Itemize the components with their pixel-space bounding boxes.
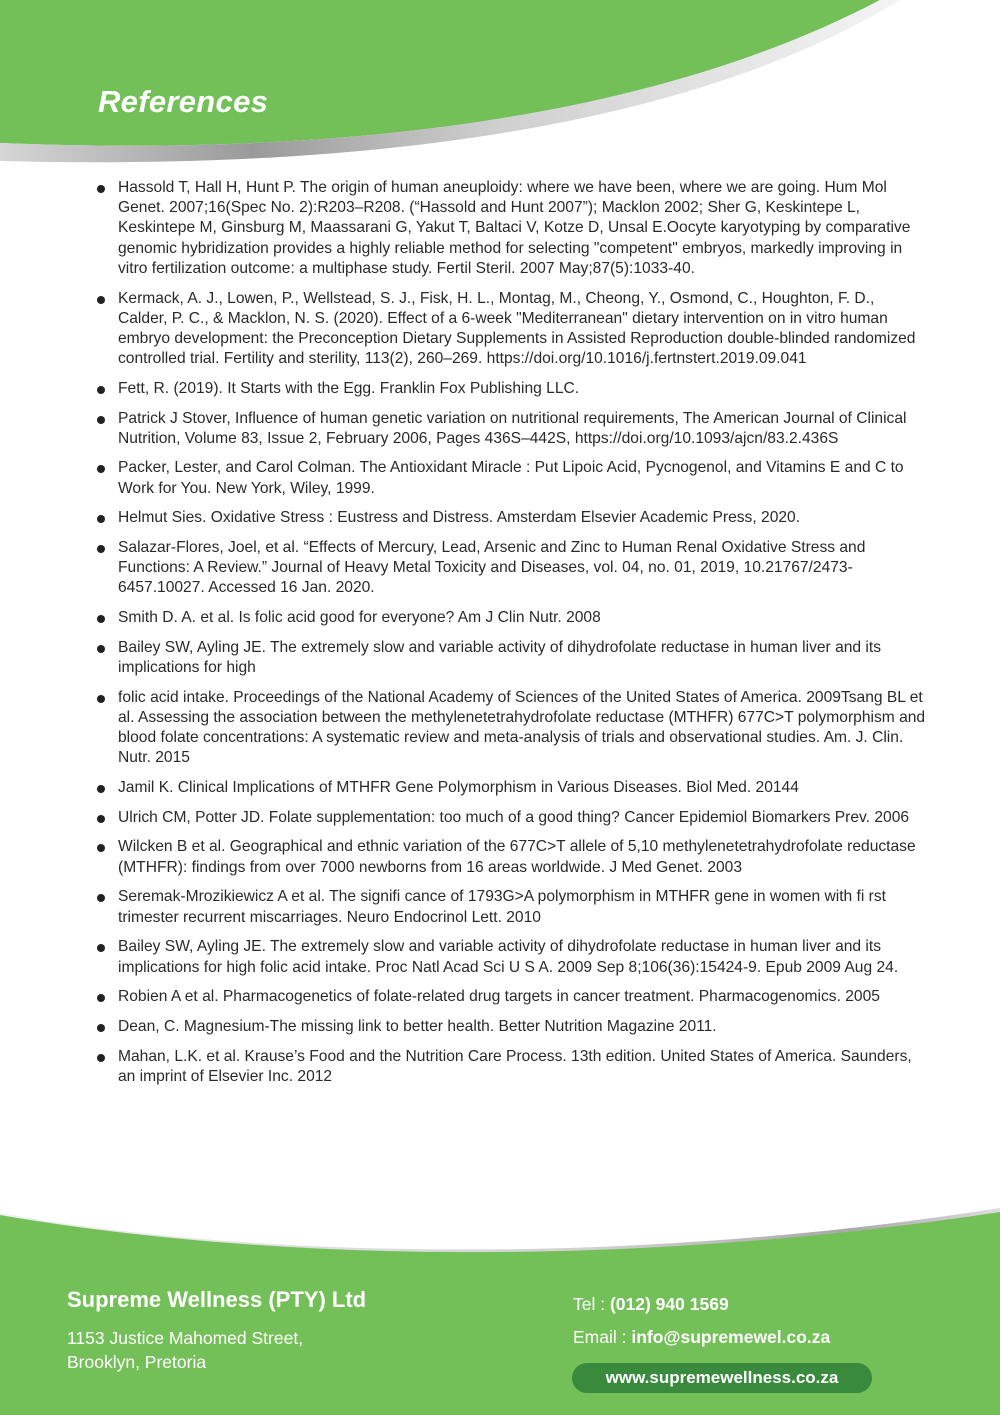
company-address — [67, 1326, 303, 1374]
bullet-icon — [97, 815, 105, 823]
reference-item — [97, 808, 927, 828]
reference-text: Dean, C. Magnesium-The missing link to better health. Better Nutrition Magazine 2011. — [118, 1017, 717, 1035]
bullet-icon — [97, 615, 105, 623]
tel-number[interactable]: (012) 940 1569 — [609, 1294, 729, 1314]
reference-item — [97, 409, 927, 449]
reference-text: Robien A et al. Pharmacogenetics of folate-related drug targets in cancer treatment. Pharmacogenomics. 2005 — [118, 988, 880, 1006]
address-line-2: Brooklyn, Pretoria — [67, 1352, 207, 1372]
bullet-icon — [97, 645, 105, 653]
bullet-icon — [97, 1024, 105, 1032]
bullet-icon — [97, 695, 105, 703]
reference-item — [97, 688, 927, 769]
reference-text: Smith D. A. et al. Is folic acid good for everyone? Am J Clin Nutr. 2008 — [118, 609, 601, 627]
reference-item — [97, 608, 927, 628]
email-contact — [573, 1327, 830, 1348]
reference-item — [97, 1017, 927, 1037]
reference-text: Seremak-Mrozikiewicz A et al. The signifi cance of 1793G>A polymorphism in MTHFR gene in women with fi rst trimester recurrent miscarriages. Neuro Endocrinol Lett. 2010 — [118, 888, 887, 926]
reference-item — [97, 837, 927, 877]
reference-text: Bailey SW, Ayling JE. The extremely slow and variable activity of dihydrofolate reductase in human liver and its implications for high — [118, 638, 882, 677]
reference-text: Mahan, L.K. et al. Krause’s Food and the Nutrition Care Process. 13th edition. United States of America. Saunders, an imprint of Elsevier Inc. 2012 — [118, 1047, 912, 1085]
bullet-icon — [97, 416, 105, 424]
bullet-icon — [97, 545, 105, 553]
bullet-icon — [97, 894, 105, 902]
reference-text: Ulrich CM, Potter JD. Folate supplementation: too much of a good thing? Cancer Epidemiol Biomarkers Prev. 2006 — [118, 808, 910, 826]
website-link[interactable]: www.supremewellness.co.za — [572, 1363, 872, 1393]
reference-item — [97, 508, 927, 528]
reference-item — [97, 937, 927, 977]
reference-text: Patrick J Stover, Influence of human genetic variation on nutritional requirements, The American Journal of Clinical Nutrition, Volume 83, Issue 2, February 2006, Pages 436S–442S, https://doi.org/10.1093/ajcn/83.2.436S — [118, 409, 907, 447]
address-line-1: 1153 Justice Mahomed Street, — [67, 1328, 304, 1348]
reference-text: Fett, R. (2019). It Starts with the Egg. Franklin Fox Publishing LLC. — [118, 379, 580, 397]
bullet-icon — [97, 785, 105, 793]
reference-text: Wilcken B et al. Geographical and ethnic variation of the 677C>T allele of 5,10 methylenetetrahydrofolate reductase (MTHFR): findings from over 7000 newborns from 16 areas worldwide. J Med Genet. 2003 — [118, 838, 916, 876]
email-address[interactable]: info@supremewel.co.za — [631, 1327, 831, 1347]
reference-item — [97, 289, 927, 370]
reference-item — [97, 379, 927, 399]
reference-item — [97, 887, 927, 927]
reference-text: Salazar-Flores, Joel, et al. “Effects of Mercury, Lead, Arsenic and Zinc to Human Renal Oxidative Stress and Functions: A Review.” Journal of Heavy Metal Toxicity and Diseases, vol. 04, no. 01, 2019, 10.21767/2473-6457.10027. Accessed 16 Jan. 2020. — [118, 539, 866, 597]
reference-item — [97, 458, 927, 498]
reference-text: Kermack, A. J., Lowen, P., Wellstead, S. J., Fisk, H. L., Montag, M., Cheong, Y., Osmond, C., Houghton, F. D., Calder, P. C., & Macklon, N. S. (2020). Effect of a 6-week "Mediterranean" dietary intervention on in vitro human embryo development: the Preconception Dietary Supplements in Assisted Reproduction double-blinded randomized controlled trial. Fertility and sterility, 113(2), 260–269. https://doi.org/10.1016/j.fertnstert.2019.09.041 — [118, 289, 916, 368]
email-label: Email : — [573, 1327, 632, 1347]
company-name: Supreme Wellness (PTY) Ltd — [67, 1287, 367, 1312]
bullet-icon — [97, 944, 105, 952]
reference-item — [97, 538, 927, 599]
reference-list — [97, 178, 927, 1097]
bullet-icon — [97, 296, 105, 304]
reference-text: Hassold T, Hall H, Hunt P. The origin of human aneuploidy: where we have been, where we are going. Hum Mol Genet. 2007;16(Spec No. 2):R203–R208. (“Hassold and Hunt 2007”); Macklon 2002; Sher G, Keskintepe L, Keskintepe M, Ginsburg M, Maassarani G, Yakut T, Baltaci V, Kotze D, Unsal E.Oocyte karyotyping by comparative genomic hybridization provides a highly reliable method for selecting "competent" embryos, markedly improving in vitro fertilization outcome: a multiphase study. Fertil Steril. 2007 May;87(5):1033-40. — [118, 179, 911, 277]
reference-text: Helmut Sies. Oxidative Stress : Eustress and Distress. Amsterdam Elsevier Academic Press, 2020. — [118, 509, 801, 527]
reference-item — [97, 987, 927, 1007]
bullet-icon — [97, 515, 105, 523]
reference-text: Packer, Lester, and Carol Colman. The Antioxidant Miracle : Put Lipoic Acid, Pycnogenol, and Vitamins E and C to Work for You. New York, Wiley, 1999. — [118, 459, 904, 497]
reference-text: folic acid intake. Proceedings of the National Academy of Sciences of the United States of America. 2009Tsang BL et al. Assessing the association between the methylenetetrahydrofolate reductase (MTHFR) 677C>T polymorphism and blood folate concentrations: A systematic review and meta-analysis of trials and observational studies. Am. J. Clin. Nutr. 2015 — [118, 688, 926, 767]
bullet-icon — [97, 1054, 105, 1062]
bullet-icon — [97, 465, 105, 473]
phone-contact — [573, 1294, 729, 1315]
page-title: References — [98, 84, 269, 119]
reference-item — [97, 1047, 927, 1087]
bullet-icon — [97, 994, 105, 1002]
reference-item — [97, 778, 927, 798]
tel-label: Tel : — [573, 1294, 610, 1314]
reference-item — [97, 638, 927, 678]
bullet-icon — [97, 844, 105, 852]
bullet-icon — [97, 185, 105, 193]
reference-text: Bailey SW, Ayling JE. The extremely slow and variable activity of dihydrofolate reductase in human liver and its implications for high folic acid intake. Proc Natl Acad Sci U S A. 2009 Sep 8;106(36):15424-9. Epub 2009 Aug 24. — [118, 938, 899, 976]
reference-text: Jamil K. Clinical Implications of MTHFR Gene Polymorphism in Various Diseases. Biol Med. 20144 — [118, 779, 799, 797]
bullet-icon — [97, 386, 105, 394]
reference-item — [97, 178, 927, 279]
